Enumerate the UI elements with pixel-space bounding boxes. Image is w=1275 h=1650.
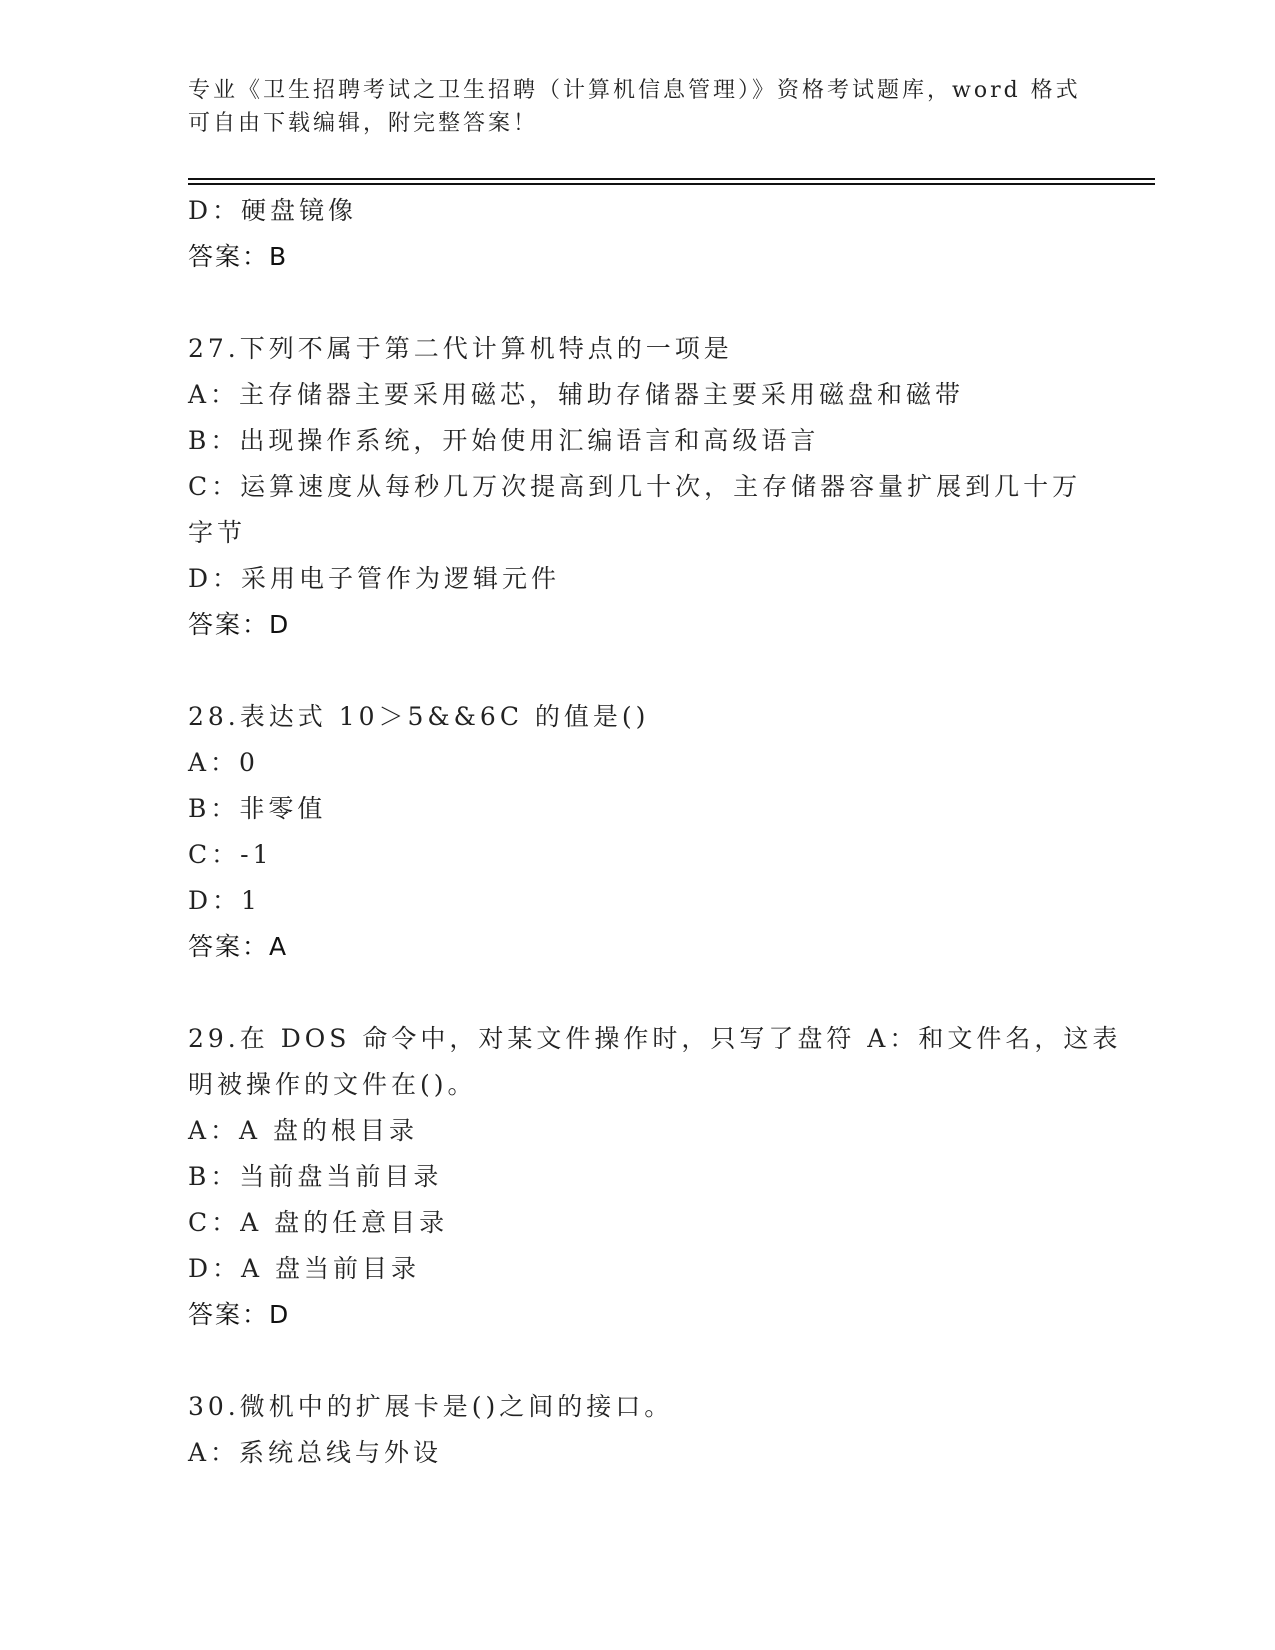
header-divider-bottom: [188, 183, 1155, 185]
answer-label: 答案：D: [188, 1300, 291, 1329]
option-a: A：系统总线与外设: [188, 1438, 443, 1467]
question-stem: 30.微机中的扩展卡是()之间的接口。: [188, 1392, 674, 1421]
option-c-continued: 字节: [188, 518, 247, 547]
option-d: D：采用电子管作为逻辑元件: [188, 564, 561, 593]
option-c: C：-1: [188, 840, 273, 869]
option-d: D：硬盘镜像: [188, 196, 358, 225]
question-stem: 27.下列不属于第二代计算机特点的一项是: [188, 334, 733, 363]
header-line-1: 专业《卫生招聘考试之卫生招聘（计算机信息管理）》资格考试题库，word 格式: [188, 78, 1081, 103]
option-c: C：运算速度从每秒几万次提高到几十次，主存储器容量扩展到几十万: [188, 472, 1082, 501]
option-a: A：0: [188, 748, 259, 777]
spacer: [188, 970, 1088, 1016]
option-a: A：A 盘的根目录: [188, 1116, 419, 1145]
answer-label: 答案：D: [188, 610, 291, 639]
question-stem-continued: 明被操作的文件在()。: [188, 1070, 477, 1099]
option-d: D：1: [188, 886, 261, 915]
question-list: [188, 188, 1122, 1476]
spacer: [188, 1338, 1088, 1384]
option-d: D：A 盘当前目录: [188, 1254, 421, 1283]
option-b: B：当前盘当前目录: [188, 1162, 443, 1191]
spacer: [188, 280, 1088, 326]
option-b: B：出现操作系统，开始使用汇编语言和高级语言: [188, 426, 820, 455]
header-divider-top: [188, 178, 1155, 180]
option-a: A：主存储器主要采用磁芯，辅助存储器主要采用磁盘和磁带: [188, 380, 965, 409]
header-line-2: 可自由下载编辑，附完整答案！: [188, 111, 539, 136]
question-stem: 28.表达式 10＞5&&6C 的值是(): [188, 702, 650, 731]
option-c: C：A 盘的任意目录: [188, 1208, 449, 1237]
answer-label: 答案：A: [188, 932, 289, 961]
spacer: [188, 648, 1088, 694]
document-header: [188, 74, 1081, 140]
question-stem: 29.在 DOS 命令中，对某文件操作时，只写了盘符 A：和文件名，这表: [188, 1024, 1122, 1053]
answer-label: 答案：B: [188, 242, 289, 271]
option-b: B：非零值: [188, 794, 327, 823]
